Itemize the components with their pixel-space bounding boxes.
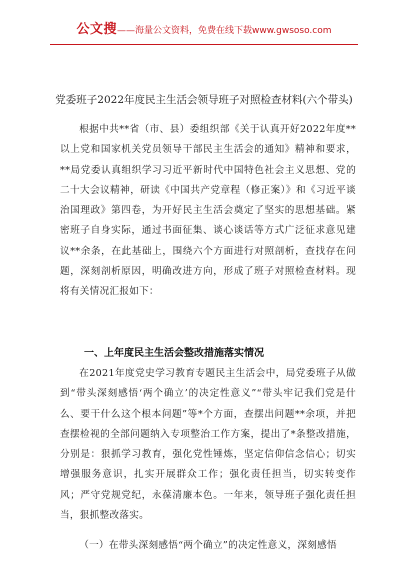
site-header: [0, 18, 408, 42]
header-divider: [50, 44, 358, 45]
document-title: 党委班子2022年度民主生活会领导班子对照检查材料(六个带头): [55, 94, 353, 106]
section-heading: 一、上年度民主生活会整改措施落实情况: [84, 348, 264, 359]
subsection-paragraph: （一）在带头深刻感悟“两个确立”的决定性意义，深刻感悟: [79, 540, 337, 551]
site-tagline: ——海量公文资料，免费在线下载www.gwsoso.com: [117, 26, 332, 36]
section-paragraph: 在2021年度党史学习教育专题民主生活会中，局党委班子从做到“带头深刻感悟‘两个确立’的决定性意义”“带头牢记我们党是什么、要干什么这个根本问题”等*个方面，查摆出问题**余项，并把查摆检视的全部问题纳入专项整治工作方案，提出了*条整改措施，分别是：狠抓学习教育，强化党性锤炼，坚定信仰信念信心；切实增强服务意识，扎实开展群众工作；强化责任担当，切实转变作风；严守党规党纪，永葆清廉本色。一年来，领导班子强化责任担当，狠抓整改落实。: [60, 368, 356, 522]
intro-paragraph: 根据中共**省（市、县）委组织部《关于认真开好2022年度**以上党和国家机关党员领导干部民主生活会的通知》精神和要求，**局党委认真组织学习习近平新时代中国特色社会主义思想、党的二十大会议精神，研读《中国共产党章程（修正案）》和《习近平谈治国理政》第四卷，为开好民主生活会奠定了坚实的思想基础。紧密班子自身实际，通过书面征集、谈心谈话等方式广泛征求意见建议**余条，在此基础上，围绕六个方面进行对照剖析，查找存在问题，深刻剖析原因，明确改进方向，形成了班子对照检查材料。现将有关情况汇报如下：: [60, 124, 356, 298]
site-brand[interactable]: 公文搜: [76, 22, 117, 37]
